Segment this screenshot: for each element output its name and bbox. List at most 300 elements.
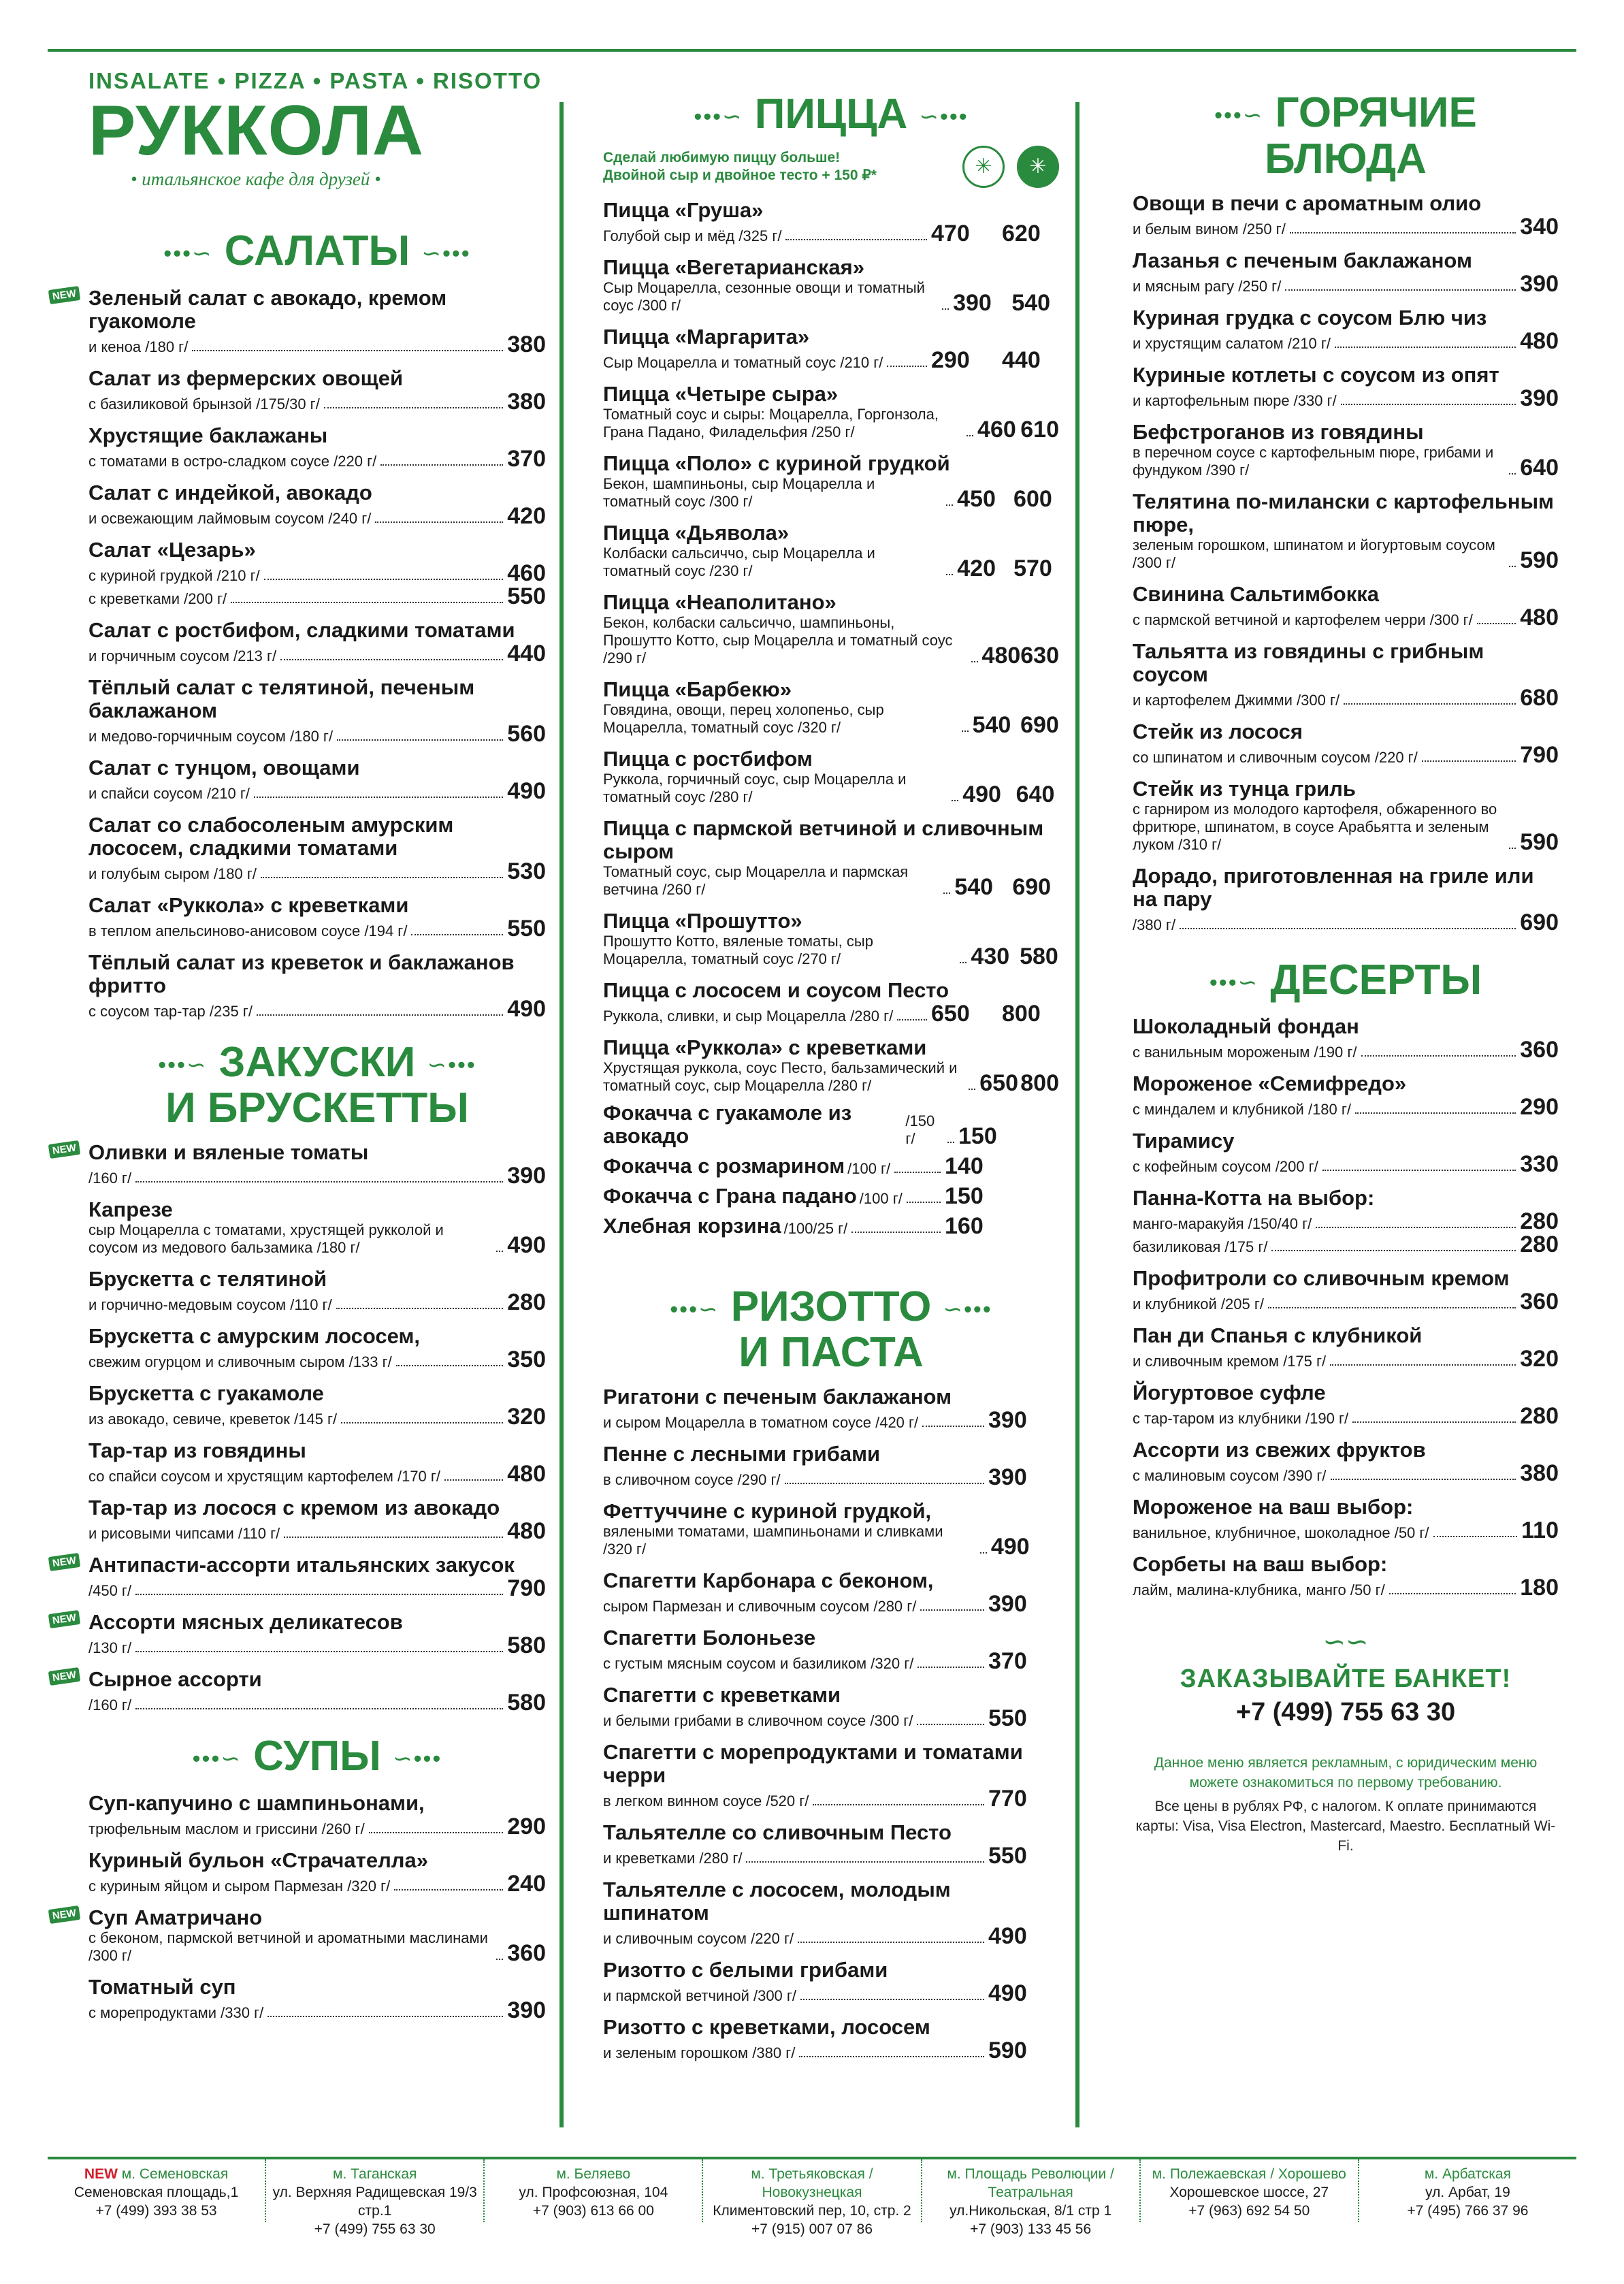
item-name: Брускетта с гуакамоле: [88, 1381, 324, 1406]
item-name: Зеленый салат с авокадо, кремом гуакомоле: [88, 285, 447, 333]
section-title-snacks: •••∽ ЗАКУСКИ ∽••• И БРУСКЕТТЫ: [158, 1038, 476, 1132]
item-name: Тальятелле с лососем, молодым шпинатом: [603, 1878, 951, 1925]
menu-item: [88, 814, 546, 883]
menu-item: [603, 325, 1059, 372]
menu-item: [88, 1496, 546, 1543]
item-price: 290: [507, 1813, 546, 1839]
item-description: с томатами в остро-сладком соусе /220 г/: [88, 452, 377, 470]
desserts-list: [1133, 1015, 1559, 1599]
item-name: Пицца «Маргарита»: [603, 324, 810, 349]
ornament-right-icon: ∽•••: [943, 1296, 992, 1323]
item-description: и горчичным соусом /213 г/: [88, 647, 277, 664]
item-description: базиликовая /175 г/: [1133, 1238, 1268, 1256]
menu-item: [51, 1905, 546, 1966]
item-name: Салат со слабосоленым амурским лососем, сладкими томатами: [88, 812, 454, 860]
ornament-left-icon: •••∽: [1214, 102, 1264, 129]
new-badge: NEW: [48, 1553, 80, 1571]
item-description: с соусом тар-тар /235 г/: [88, 1002, 253, 1020]
menu-item: [88, 1382, 546, 1428]
menu-item: [1133, 1438, 1559, 1485]
menu-item: [51, 1667, 546, 1716]
menu-item: [88, 1792, 546, 1838]
item-description: с беконом, пармской ветчиной и ароматными маслинами /300 г/: [88, 1929, 488, 1964]
menu-item: [1133, 865, 1559, 934]
menu-item: [603, 591, 1059, 667]
menu-item: [603, 1878, 1059, 1948]
menu-item: [1133, 1187, 1559, 1256]
item-name: Ризотто с белыми грибами: [603, 1958, 888, 1982]
item-name: Спагетти Карбонара с беконом,: [603, 1569, 934, 1593]
item-description: /380 г/: [1133, 916, 1176, 933]
item-description: с морепродуктами /330 г/: [88, 2004, 264, 2021]
menu-item: [51, 285, 546, 357]
item-price: 390: [988, 1591, 1027, 1618]
item-description: /160 г/: [88, 1696, 132, 1714]
menu-item: [88, 1976, 546, 2022]
ornament-left-icon: •••∽: [158, 1052, 208, 1078]
item-description: Говядина, овощи, перец холопеньо, сыр Моцарелла, томатный соус /320 г/: [603, 701, 884, 736]
item-price: 650: [931, 1000, 970, 1027]
menu-item: [88, 538, 546, 608]
section-title-soups: •••∽ СУПЫ ∽•••: [192, 1733, 442, 1780]
item-description: в теплом апельсиново-анисовом соусе /194 г/: [88, 922, 408, 939]
pizza-note-block: [603, 146, 1059, 188]
menu-item: [603, 1959, 1059, 2005]
menu-item: [603, 2016, 1059, 2062]
item-price: 360: [1520, 1037, 1559, 1063]
item-price: 480: [981, 642, 1021, 669]
menu-item: [603, 1684, 1059, 1730]
item-price: 290: [931, 347, 970, 373]
item-name: Тар-тар из говядины: [88, 1438, 306, 1463]
menu-item: [88, 367, 546, 413]
menu-item: [603, 1741, 1059, 1810]
item-price: 390: [988, 1464, 1027, 1491]
top-rule: [48, 49, 1576, 52]
item-description: и медово-горчичным соусом /180 г/: [88, 727, 334, 745]
ornament-right-icon: ∽•••: [393, 1746, 442, 1772]
item-description: с тар-таром из клубники /190 г/: [1133, 1410, 1349, 1428]
new-badge: NEW: [48, 1667, 80, 1686]
ornament-left-icon: •••∽: [694, 103, 743, 130]
item-name: Куриные котлеты с соусом из опят: [1133, 362, 1499, 387]
item-price: 420: [957, 555, 996, 581]
item-price: 390: [1520, 385, 1559, 411]
item-name: Шоколадный фондан: [1133, 1014, 1359, 1039]
item-description: Сыр Моцарелла и томатный соус /210 г/: [603, 353, 883, 371]
new-badge: NEW: [48, 1140, 80, 1159]
item-price: 490: [507, 777, 546, 804]
item-description: с креветками /200 г/: [88, 590, 227, 607]
item-price: 480: [1520, 327, 1559, 354]
item-description: и рисовыми чипсами /110 г/: [88, 1525, 280, 1543]
menu-item: [1133, 640, 1559, 709]
item-name: Мороженое «Семифредо»: [1133, 1072, 1407, 1096]
menu-item: [603, 199, 1059, 245]
menu-item: [1133, 1015, 1559, 1061]
item-price: 550: [988, 1843, 1027, 1869]
item-description: и голубым сыром /180 г/: [88, 865, 257, 882]
item-description: со спайси соусом и хрустящим картофелем /170 г/: [88, 1468, 441, 1485]
menu-item: [603, 452, 1059, 511]
item-name: Сорбеты на ваш выбор:: [1133, 1552, 1388, 1577]
payment-note: Все цены в рублях РФ, с налогом. К оплате принимаются карты: Visa, Visa Electron, Mastercard, Maestro. Бесплатный Wi-Fi.: [1135, 1799, 1556, 1854]
item-price-large: 600: [1013, 485, 1052, 512]
item-description: и кеноа /180 г/: [88, 338, 189, 355]
menu-item: [51, 1553, 546, 1602]
item-price: 140: [945, 1153, 984, 1179]
item-description: Прошутто Котто, вяленые томаты, сыр Моцарелла, томатный соус /270 г/: [603, 932, 873, 967]
item-price: 380: [1520, 1460, 1559, 1487]
item-description: Руккола, сливки, и сыр Моцарелла /280 г/: [603, 1007, 894, 1025]
item-price: 490: [962, 781, 1001, 807]
item-name: Спагетти с морепродуктами и томатами черри: [603, 1740, 1023, 1788]
item-price-large: 690: [1012, 873, 1052, 900]
item-name: Хлебная корзина: [603, 1213, 781, 1238]
item-name: Хрустящие баклажаны: [88, 423, 328, 447]
item-name: Пицца с ростбифом: [603, 746, 813, 771]
item-price: 320: [507, 1404, 546, 1430]
item-name: Пицца «Четыре сыра»: [603, 381, 839, 406]
item-price: 340: [1520, 213, 1559, 240]
menu-item: [1133, 249, 1559, 295]
menu-item: [603, 1626, 1059, 1673]
item-price-large: 620: [1002, 220, 1041, 246]
ornament-left-icon: •••∽: [670, 1296, 719, 1323]
menu-item: [603, 1821, 1059, 1867]
item-description: и сливочным кремом /175 г/: [1133, 1353, 1327, 1370]
menu-item: [603, 910, 1059, 968]
item-description: с куриным яйцом и сыром Пармезан /320 г/: [88, 1877, 391, 1895]
item-price: 650: [979, 1069, 1018, 1096]
item-price: 480: [507, 1461, 546, 1487]
item-name: Капрезе: [88, 1197, 173, 1222]
pizza-outline-icon: ✳: [962, 146, 1005, 188]
item-price: 280: [1520, 1403, 1559, 1430]
item-price: 590: [1520, 829, 1559, 855]
location-cell: м. Третьяковская / Новокузнецкая Климентовский пер, 10, стр. 2 +7 (915) 007 07 86: [703, 2159, 922, 2222]
ornament-left-icon: •••∽: [1209, 969, 1259, 996]
item-price: 690: [1520, 909, 1559, 935]
menu-item: [1133, 306, 1559, 353]
item-price: 280: [1520, 1232, 1559, 1258]
banket-title: ЗАКАЗЫВАЙТЕ БАНКЕТ!: [1180, 1664, 1512, 1694]
item-price: 350: [507, 1347, 546, 1373]
item-price-large: 580: [1020, 943, 1058, 969]
item-price: 550: [988, 1705, 1027, 1732]
item-price: 470: [931, 220, 970, 246]
ornament-left-icon: •••∽: [163, 240, 213, 267]
item-price: 390: [507, 1997, 546, 2023]
item-weight: /100 г/: [847, 1159, 891, 1177]
item-description: из авокадо, севиче, креветок /145 г/: [88, 1411, 338, 1428]
item-name: Стейк из тунца гриль: [1133, 776, 1356, 801]
item-price-large: 610: [1020, 416, 1059, 443]
item-price: 150: [958, 1123, 997, 1149]
item-name: Спагетти Болоньезе: [603, 1626, 816, 1650]
item-description: со шпинатом и сливочным соусом /220 г/: [1133, 748, 1418, 766]
item-name: Пенне с лесными грибами: [603, 1442, 881, 1466]
item-description: и освежающим лаймовым соусом /240 г/: [88, 509, 372, 527]
item-name: Тальятелле со сливочным Песто: [603, 1820, 952, 1845]
item-description: /130 г/: [88, 1639, 132, 1657]
section-title-pizza: •••∽ ПИЦЦА ∽•••: [694, 91, 969, 138]
item-price-large: 690: [1020, 711, 1059, 738]
item-name: Куриный бульон «Страчателла»: [88, 1848, 428, 1872]
item-description: лайм, малина-клубника, манго /50 г/: [1133, 1581, 1385, 1599]
menu-item: [1133, 777, 1559, 854]
menu-item: [603, 383, 1059, 441]
menu-item: [603, 817, 1059, 899]
item-name: Пицца с пармской ветчиной и сливочным сыром: [603, 816, 1044, 863]
item-description: Хрустящая руккола, соус Песто, бальзамический и томатный соус, сыр Моцарелла /280 г/: [603, 1059, 958, 1094]
item-price: 790: [507, 1575, 546, 1602]
column-middle: [603, 65, 1059, 2062]
item-description: и клубникой /205 г/: [1133, 1296, 1264, 1313]
item-name: Брускетта с амурским лососем,: [88, 1324, 421, 1349]
item-name: Овощи в печи с ароматным олио: [1133, 191, 1482, 215]
menu-item: [603, 1101, 1059, 1148]
location-cell: м. Арбатская ул. Арбат, 19 +7 (495) 766 37 96: [1407, 2166, 1529, 2219]
item-price: 370: [988, 1648, 1027, 1675]
item-price: 550: [507, 583, 546, 609]
risotto-list: [603, 1385, 1059, 2062]
menu-item: [1133, 583, 1559, 629]
item-description: сыром Пармезан и сливочным соусом /280 г/: [603, 1598, 917, 1615]
item-name: Фокачча с Грана падано: [603, 1183, 857, 1208]
item-name: Салат с индейкой, авокадо: [88, 480, 372, 504]
menu-item: [51, 1610, 546, 1659]
item-price: 360: [507, 1940, 546, 1966]
section-title-desserts: •••∽ ДЕСЕРТЫ: [1209, 956, 1482, 1003]
item-description: и хрустящим салатом /210 г/: [1133, 334, 1331, 352]
item-name: Куриная грудка с соусом Блю чиз: [1133, 305, 1487, 329]
item-name: Фокачча с гуакамоле из авокадо: [603, 1100, 852, 1148]
menu-item: [603, 1036, 1059, 1095]
item-price: 480: [507, 1518, 546, 1545]
menu-item: [603, 1155, 1059, 1178]
salads-list: [51, 285, 546, 1022]
item-name: Тар-тар из лосося с кремом из авокадо: [88, 1496, 500, 1520]
menu-item: [1133, 1496, 1559, 1542]
item-description: и белым вином /250 г/: [1133, 220, 1286, 238]
item-name: Тёплый салат с телятиной, печеным баклажаном: [88, 675, 475, 722]
item-name: Ассорти из свежих фруктов: [1133, 1438, 1426, 1462]
logo-tagline: INSALATE • PIZZA • PASTA • RISOTTO: [88, 68, 542, 93]
item-name: Свинина Сальтимбокка: [1133, 581, 1380, 606]
item-description: и горчично-медовым соусом /110 г/: [88, 1296, 332, 1314]
item-description: с миндалем и клубникой /180 г/: [1133, 1101, 1352, 1119]
item-description: и картофельным пюре /330 г/: [1133, 391, 1337, 409]
item-name: Пицца с лососем и соусом Песто: [603, 978, 949, 1002]
item-price: 640: [1520, 454, 1559, 481]
item-description: Руккола, горчичный соус, сыр Моцарелла и томатный соус /280 г/: [603, 770, 907, 805]
menu-item: [88, 1198, 546, 1257]
item-description: и белыми грибами в сливочном соусе /300 г/: [603, 1712, 913, 1730]
item-price: 330: [1520, 1151, 1559, 1178]
item-description: и мясным рагу /250 г/: [1133, 277, 1282, 295]
menu-item: [88, 481, 546, 528]
ornament-right-icon: ∽•••: [427, 1052, 476, 1078]
item-description: с гарниром из молодого картофеля, обжаренного во фритюре, шпинатом, в соусе Арабьятта и зеленым луком /310 г/: [1133, 800, 1497, 853]
section-title-risotto: •••∽ РИЗОТТО ∽••• И ПАСТА: [670, 1283, 992, 1377]
item-description: Голубой сыр и мёд /325 г/: [603, 227, 782, 244]
item-description: сыр Моцарелла с томатами, хрустящей рукколой и соусом из медового бальзамика /180 г/: [88, 1221, 444, 1257]
item-description: Томатный соус, сыр Моцарелла и пармская ветчина /260 г/: [603, 863, 909, 898]
menu-item: [1133, 364, 1559, 410]
item-description: с густым мясным соусом и базиликом /320 г/: [603, 1655, 914, 1673]
menu-item: [1133, 720, 1559, 767]
pizza-extras-list: [603, 1101, 1059, 1238]
item-name: Пицца «Дьявола»: [603, 520, 790, 545]
item-name: Дорадо, приготовленная на гриле или на пару: [1133, 863, 1534, 911]
item-description: ванильное, клубничное, шоколадное /50 г/: [1133, 1524, 1429, 1542]
item-price: 460: [977, 416, 1016, 443]
menu-item: [88, 951, 546, 1020]
menu-item: [603, 521, 1059, 580]
menu-item: [1133, 1129, 1559, 1176]
item-description: и сыром Моцарелла в томатном соусе /420 г/: [603, 1414, 919, 1432]
locations-footer: [48, 2157, 1576, 2237]
item-price: 490: [990, 1534, 1030, 1560]
item-description: трюфельным маслом и гриссини /260 г/: [88, 1820, 365, 1837]
menu-item: [603, 1569, 1059, 1618]
item-price: 680: [1520, 684, 1559, 711]
item-price-large: 640: [1016, 781, 1055, 807]
item-weight: /100/25 г/: [783, 1219, 848, 1237]
item-description: вялеными томатами, шампиньонами и сливками /320 г/: [603, 1523, 943, 1558]
item-price: 560: [507, 720, 546, 747]
item-name: Суп Аматричано: [88, 1905, 263, 1929]
item-name: Пицца «Неаполитано»: [603, 590, 837, 614]
menu-item: [88, 1849, 546, 1895]
logo-subtitle: • итальянское кафе для друзей •: [131, 169, 381, 189]
banket-phone[interactable]: +7 (499) 755 63 30: [1235, 1698, 1456, 1727]
item-price: 590: [988, 2038, 1027, 2064]
location-cell: м. Полежаевская / Хорошево Хорошевское шоссе, 27 +7 (963) 692 54 50: [1141, 2159, 1359, 2222]
column-divider: [1075, 102, 1079, 2127]
item-name: Бефстроганов из говядины: [1133, 419, 1424, 444]
item-price-large: 540: [1011, 289, 1051, 316]
logo-name: РУККОЛА: [88, 91, 425, 170]
column-right: [1133, 65, 1559, 1856]
item-price: 390: [507, 1163, 546, 1189]
menu-item: [1133, 1381, 1559, 1428]
item-name: Сырное ассорти: [88, 1667, 262, 1692]
item-price: 160: [945, 1212, 984, 1239]
pizza-note: Сделай любимую пиццу больше! Двойной сыр и двойное тесто + 150 ₽*: [603, 149, 877, 183]
item-name: Пицца «Руккола» с креветками: [603, 1035, 927, 1059]
ornament-right-icon: ∽•••: [919, 103, 969, 130]
item-description: в легком винном соусе /520 г/: [603, 1792, 809, 1810]
menu-item: [88, 619, 546, 665]
menu-item: [603, 747, 1059, 806]
item-price: 540: [954, 873, 994, 900]
item-price: 390: [1520, 270, 1559, 297]
item-description: с малиновым соусом /390 г/: [1133, 1467, 1327, 1485]
item-description: и зеленым горошком /380 г/: [603, 2044, 796, 2062]
item-description: зеленым горошком, шпинатом и йогуртовым соусом /300 г/: [1133, 536, 1495, 571]
item-price: 380: [507, 388, 546, 415]
item-price-large: 570: [1013, 555, 1052, 581]
menu-item: [1133, 1267, 1559, 1313]
item-description: Колбаски сальсиччо, сыр Моцарелла и томатный соус /230 г/: [603, 544, 875, 579]
item-price: 280: [507, 1289, 546, 1316]
item-price: 770: [988, 1786, 1027, 1812]
snacks-list: [51, 1140, 546, 1716]
item-price-large: 440: [1002, 347, 1041, 373]
item-name: Салат с тунцом, овощами: [88, 755, 360, 779]
item-description: с кофейным соусом /200 г/: [1133, 1158, 1318, 1176]
item-price: 490: [988, 1923, 1027, 1950]
logo: [88, 68, 546, 190]
item-name: Брускетта с телятиной: [88, 1267, 327, 1291]
item-price: 180: [1520, 1575, 1559, 1601]
item-name: Ригатони с печеным баклажаном: [603, 1385, 952, 1409]
item-price: 420: [507, 502, 546, 529]
menu-item: [603, 256, 1059, 315]
soups-list: [51, 1790, 546, 2023]
item-name: Лазанья с печеным баклажаном: [1133, 248, 1472, 272]
item-price: 540: [972, 711, 1011, 738]
item-price: 580: [507, 1632, 546, 1659]
section-title-salads: •••∽ САЛАТЫ ∽•••: [163, 227, 471, 274]
item-price: 590: [1520, 547, 1559, 573]
item-price: 390: [988, 1407, 1027, 1434]
item-price: 370: [507, 445, 546, 472]
ornament-left-icon: •••∽: [192, 1746, 242, 1772]
item-description: и сливочным соусом /220 г/: [603, 1930, 794, 1948]
item-description: и пармской ветчиной /300 г/: [603, 1987, 797, 2005]
item-price: 450: [957, 485, 996, 512]
item-name: Тирамису: [1133, 1129, 1235, 1153]
item-price: 580: [507, 1690, 546, 1716]
new-badge: NEW: [48, 286, 80, 304]
item-name: Салат из фермерских овощей: [88, 366, 404, 390]
item-description: Бекон, колбаски сальсиччо, шампиньоны, Прошутто Котто, сыр Моцарелла и томатный соус /290 г/: [603, 613, 953, 666]
menu-item: [1133, 1072, 1559, 1119]
item-price-large: 800: [1002, 1000, 1041, 1027]
legal-note: Данное меню является рекламным, с юридическим меню можете ознакомиться по первому требованию.: [1154, 1755, 1538, 1791]
item-description: Томатный соус и сыры: Моцарелла, Горгонзола, Грана Падано, Филадельфия /250 г/: [603, 405, 939, 440]
pizza-filled-icon: ✳: [1017, 146, 1059, 188]
item-price-large: 800: [1020, 1069, 1059, 1096]
column-left: [51, 65, 546, 2023]
menu-item: [1133, 490, 1559, 572]
item-description: с базиликовой брынзой /175/30 г/: [88, 395, 320, 413]
menu-item: [603, 1212, 1059, 1239]
item-weight: /100 г/: [859, 1189, 903, 1207]
item-name: Профитроли со сливочным кремом: [1133, 1266, 1510, 1291]
menu-item: [88, 676, 546, 745]
item-name: Пицца «Прошутто»: [603, 908, 802, 933]
item-description: в перечном соусе с картофельным пюре, грибами и фундуком /390 г/: [1133, 443, 1494, 479]
item-price: 380: [507, 331, 546, 357]
location-cell: м. Беляево ул. Профсоюзная, 104 +7 (903) 613 66 00: [485, 2159, 703, 2222]
location-cell: м. Площадь Революции / Театральная ул.Никольская, 8/1 стр 1 +7 (903) 133 45 56: [922, 2159, 1141, 2222]
menu-item: [88, 756, 546, 803]
item-price: 440: [507, 640, 546, 666]
item-name: Панна-Котта на выбор:: [1133, 1186, 1375, 1210]
menu-item: [1133, 192, 1559, 238]
menu-item: [1133, 421, 1559, 479]
item-price: 480: [1520, 604, 1559, 630]
menu-item: [603, 979, 1059, 1025]
item-price: 290: [1520, 1094, 1559, 1121]
item-price: 550: [507, 915, 546, 942]
item-price: 490: [988, 1980, 1027, 2007]
item-name: Ризотто с креветками, лососем: [603, 2015, 930, 2040]
